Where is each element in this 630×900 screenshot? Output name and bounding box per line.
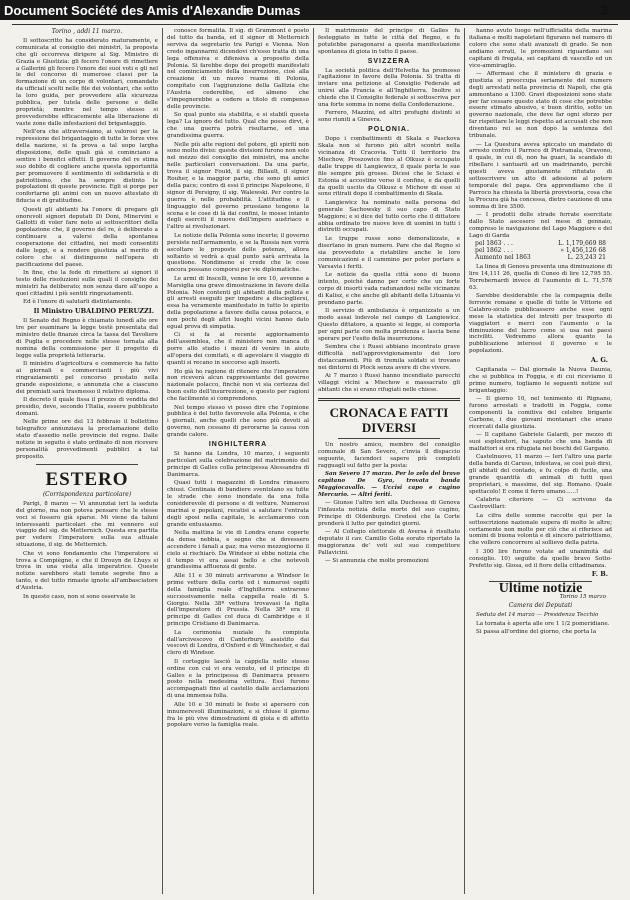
paragraph: Ho già ho ragione di ritenere che l'imperatore non riceverà alcun rappresentante del governo nazionale polacco, finchè non vi sia certezza del buon esito dell'insurrezione, e questo per ragioni che facilmente si comprendono.: [167, 368, 309, 403]
paragraph: Parigi, 8 marzo — Vi annunziai ieri la seduta del giorno, ma non poteva pensare che le stesse voci si fossero già sparse. Mi viene da taluni interessanti particolari che mi vennero sul viaggio del sig. de Metternich. Questa era partita per vedere l'imperatore sulla sua attuale situazione, il sig. de Metternich.: [16, 500, 158, 549]
paragraph: In fine, che la fede di rimettere ai signori il testo delle risoluzioni sulle quali il consiglio dei ministri ha deliberato; non senza dare all'uopo a quei cittadini i più sentiti ringraziamenti.: [16, 270, 158, 298]
paragraph: — Il giorno 10, nel tenimento di Rignano, furono arrestati e tradotti in Foggia, come componenti la comitiva del celebre brigante Carbone, i due giovani montanari che erano ricercati dalla giustizia.: [469, 396, 612, 430]
paragraph: hanno avuto luogo nell'ufficialità della marina italiana e molti napoletani figurano nel numero di coloro che sono stati avanzati di grado. Se non andiamo errati, le promozioni riguardano sei capitani di fregata, sei capitani di vascello ed un vice-ammiraglio.: [469, 28, 612, 69]
section-divider: [318, 398, 460, 401]
section-heading-ultime-notizie: Ultime notizie: [498, 581, 583, 597]
paragraph: Alle 11 e 30 minuti arrivarono a Windsor le prime vetture della corte ed i numerosi ospiti della famiglia reale d'Inghilterra entrarono successivamente nella cappella reale di S. Giorgio. Nella 38ª vettura trovavasi la figlia dell'imperatore di Prussia. Nella 38ª era il principe di Galles col duca di Cambridge e il principe Cristiano di Danimarca.: [167, 572, 309, 628]
archive-title: Document Société des Amis d'Alexandr: [4, 2, 249, 18]
paragraph: Alle 10 e 30 minuti le feste si apersero con innumerevoli illuminazioni, e si chiuse il giorno fra le più vive dimostrazioni di gioia e di affetto popolare verso la famiglia reale.: [167, 701, 309, 729]
newspaper-columns: [12, 28, 618, 894]
paragraph: Ai 7 marzo i Russi hanno incendiato parecchi villaggi vicini a Miechow e massacrato gli abitanti che si erano rifugiati nelle chiese.: [318, 373, 460, 393]
paragraph: So qual punto sia stabilita, e si stabilì questa lega? La ignoro del tutto. Qual che posso dirvi, è che una guerra potrà risultarne, ed una grandissima guerra.: [167, 112, 309, 140]
revenue-label: pel 1863 . . .: [475, 240, 513, 248]
paragraph: — I prodotti delle strade ferrate esercitate dallo Stato ascesero nel mese di gennaio, compreso le navigazione del Lago Maggiore e del Lago di Garda: [469, 212, 612, 239]
minister-signature: Il Ministro UBALDINO PERUZZI.: [33, 307, 154, 316]
paragraph: Il sottoscritto ha considerato maturamente, e comunicata al consiglio dei ministri, la proposta che gli occorreva dirigere al Sig. Ministro di Grazia e Giustizia: gli fecero l'onore di rimettere a Gallerini gli fecero l'onore dei suoi voti e gli nel le del concorso di numerose classi per la formazione di un corpo di volontari, comandato da ufficiali scelti nelle file dei volontari, che sotto la loro guida, per provvedere alla sicurezza pubblica, per tutela delle persone e delle proprietà; mentre nel tempo stesso si provvederebbe efficacemente alla liberazione di vaste zone dalle infestazioni del brigantaggio.: [16, 37, 158, 127]
paragraph: Dopo i combattimenti di Skala e Pasckova Skala non si furono più altri scontri nella vicinanza di Cracovia. Tutti il territorio fra Miechow, Proszowice fino al Olkusz è occupato dalle truppe di Langiewicz, il quale porta le sue file sempre più grosse. Dicesi che le Sciaxi e Estonia si accostino verso il confine, e da quelli da quelli uscito da Olkusz e Michow di esse si sono ritirati dopo il combattimento di Skala.: [318, 136, 460, 198]
paragraph: Le truppe russe sono demoralizzate, e disertano in gran numero. Pare che dal Regno si sia provveduto a ristabilire anche le loro comunicazioni e il cammino per poter portare a Varsavia i feriti.: [318, 235, 460, 270]
section-heading-svizzera: SVIZZERA: [367, 57, 411, 65]
paragraph: San Severo 17 marzo. Per lo zelo del bravo capitano De Gyra, trovata banda Maggiocavallo. — Uccisi capo e cugino Mercurio. — Altri feriti.: [318, 470, 460, 498]
paragraph: I 300 lire furono votate ad unanimità dal consiglio. 10) seguite da quelle bravo Sotto-Prefetto sig. Giosa, ed il fiore della cittadinanza.: [469, 548, 612, 569]
revenue-value: » 1,456,126 68: [560, 247, 606, 255]
paragraph: Ed è l'onore di salutarli distintamente.: [23, 299, 133, 306]
paragraph: — Al Collegio elettorale di Aversa è risultato deputato il cav. Camillo Golia eorato riportato la maggioranza de' voti sul suo competitore Pallavicini.: [318, 529, 460, 556]
paragraph: — La Questura aveva spiccato un mandato di arresto contro il Parroco di Pietramala, Oravono, il quale, in cui dì, non ha guari, la scandalo di ribellare i santuarii ad un madrinando, perchè questi aveva giustamente rifiutato di sottoscrivere un atto di adesione al potere temporale del papa. Ora apprendiamo che il Parroco ha chiesta la libertà provvisoria, cosa che la Procura già ha concessa, dietro cauzione di una somma di lire 3500.: [469, 141, 612, 210]
paragraph: Le armi di Inscelli, venne le ore 10, avvenne a Marsiglia una grave dimostrazione in favore della Polonia. Non contenti gli abitanti della polizia e gli arresti eseguiti per impedire a disciogliersi, essa ha veramente manifestato in tutto lo spirito della popolazione a favore della causa polacca, e non pochi degli altri luoghi vicini hanno dato egual prova di simpatia.: [167, 275, 309, 331]
paragraph: Calabria citeriore — Ci scrivono da Castrovillari:: [469, 497, 612, 511]
section-heading-estero: ESTERO: [45, 468, 129, 490]
paragraph: conosce formalità. Il sig. di Grammont è posto del tutto da banda, ed il signor di Metternich serviva da segretario tra Parigi e Vienna. Non credo ingannarmi dicendovi ch'esso tratta di una lega offensiva e difensiva a proposito della Polonia. Si farebbe dopo dei progetti manifestati nel cominciamento della insurrezione, cioè alla creazione di un nuovo reame di Polonia, compitato con l'aggiunzione della Gallizia che l'Austria cederebbe, ed almeno che s'impegnerebbe a cedere a titolo di compenso delle provincie.: [167, 28, 309, 110]
revenue-label: Aumento nel 1863: [475, 254, 531, 261]
paragraph: Capitanata — Dal giornale la Nuova Daunia, che si pubblica in Foggia, e di cui riceviamo il primo numero, togliamo le seguenti notizie sul brigantaggio:: [469, 367, 612, 394]
paragraph: Il decreto il quale fissa il prezzo di vendita del presidio, deve, secondo l'Italia, essere pubblicato domani.: [16, 397, 158, 418]
paragraph: Ferrero, Mazzini, ed altri profughi distinti si sono riuniti a Ginevra.: [318, 110, 460, 124]
section-heading-cronaca: CRONACA E FATTI DIVERSI: [329, 404, 449, 435]
paragraph: Sembra che i Russi abbiano incontrato grave difficoltà nell'approvvigionamento dei loro distaccamenti. Più di tremila soldati si trovano nei dintorni di Plock senza avere di che vivere.: [318, 343, 460, 371]
paragraph: Questi gli abitanti ha l'onore di pregare gli onorevoli signori deputati Di Doni, Minervini e Gallotti di voler fare noto ai sottoscrittori della popolazione che, il governo del re, è deliberato a continuare a valersi della spontanea cooperazione dei cittadini, nei modi consentiti dalle leggi, e a rendere giustizia al merito di coloro che si distinguono nell'opera di pacificazione del paese.: [16, 206, 158, 268]
paragraph: Nella mattina le vie di Londra erano coperte da densa nebbia, e segno che si dovessero accendere i fanali a gaz; ma verso mezzogiorno il cielo si rischiarò. Da Windsor si ebbe notizia che il tempo vi era assai bello e che notevoli grandissima affluenza di gente.: [167, 529, 309, 571]
page-number: 3: [600, 2, 608, 18]
paragraph: La società politica dell'Helvetia ha promosso l'agitazione in favore della Polonia. Si tratta di inviare una petizione al Consiglio Federale ad unirsi alla Francia e all'Inghilterra. Inoltre si chiede che il Consiglio federale si sottoscriva per una forte somma in nome della Confederazione.: [318, 67, 460, 109]
paragraph: Il servizio di ambulanza è organizzato a un modo assai lodevole nel campo di Langiewicz. Questo dittatore, a quanto si legge, si comporta per ogni parte con molta prudenza e lascia bene sperare per l'esito della insurrezione.: [318, 307, 460, 342]
paragraph: Si passa all'ordine del giorno, che porta la: [476, 628, 597, 635]
dateline: Torino , addì 11 marzo.: [51, 28, 123, 35]
correspondence-subheading: (Corrispondenza particolare): [42, 490, 132, 498]
paragraph: — Affermasi che il ministero di grazia e giustizia si preoccupa seriamente del numero degli arrestati nella provincia di Napoli, che già ammontano a 1300. Gravi disposizioni sono state per far cessare questo stato di cose che potrebbe essere stimato abusivo, e buon diritto, sotto un governo nazionale, che deve far ogni sforzo per far rispettare le leggi rispetto ad accusati che non diventano rei se non dopo la sentenza del tribunale.: [469, 70, 612, 140]
paragraph: Quasi tutti i magazzini di Londra rimasero chiusi. Centinaia di bandiere sventolano su tutte le strade che sono inondate da una folla considerevole di persone e di vetture. Numerosi marinai e popolani, recatisi a salutare l'entrata degli sposi nella capitale, le acclamarono con grande entusiasmo.: [167, 480, 309, 528]
paragraph: Le notizie da quella città sono di buono intento, poichè danno per certo che un forte corpo di insorti vada radunandosi nelle vicinanze di Kalisz, e che anche gli abitanti della Lituania vi prendano parte.: [318, 271, 460, 306]
paragraph: Il Senato del Regno è chiamato lunedì alle ore tre per esaminare la legge testè presentata dal ministro delle finanze circa la tassa del Tavoliere di Puglia e procedere nelle stesse tornata alla nomina della commissione per il progetto di legge sulla proprietà letteraria.: [16, 318, 158, 359]
session-line: Seduta del 14 marzo — Presidenza Tecchio: [476, 612, 599, 619]
newspaper-masthead: ie Dumas: [242, 2, 301, 18]
dateline: Torino 15 marzo: [559, 594, 606, 601]
revenue-label: pel 1862 . . .: [475, 247, 513, 255]
paragraph: — Il capitano Gabriele Galardi, per mezzo di suoi esploratori, ha saputo che una banda di malfattori si era rifugiata nei boschi del Gargano.: [469, 432, 612, 453]
paragraph: La linea di Genova presenta una diminuzione di lire 14,111 26, quella di Cuneo di lire 12,795 55. Torrebernardi invece di l'aumento di L. 71,578 63.: [469, 263, 612, 291]
section-heading-polonia: POLONIA.: [368, 126, 410, 134]
paragraph: — Giunse l'altro ieri alla Duchessa di Genova l'infausta notizia della morte del suo cugino, Principe di Oldenburgo. Credesi che la Corte prenderà il lutto per quindici giorni.: [318, 500, 460, 527]
column-3: [314, 28, 465, 894]
paragraph: Un nostro amico, membro del consiglio comunale di San Severo, c'invia il dispaccio seguente, facendoci sapere più completi ragguagli sul fatto per la posta:: [318, 441, 460, 469]
chamber-heading: Camera dei Deputati: [508, 602, 573, 610]
paragraph: Le notizie della Polonia sono incerte; il governo persiste nell'armamento, e se la Russia non vorrà ascoltare le proposte delle potenze, allora soltanto si vedrà a qual punto sarà arrivata la questione. Nondimeno si crede che le cose ancora possano comporsi per vie diplomatiche.: [167, 232, 309, 274]
paragraph: Castelnuovo, 11 marzo — Ieri l'altro una parte della banda di Caruso, infestava, se così può dirsi, gli abitati del contado, e fu colpo di fucile, una grande quantità di animali di tutti quei proprietari, e massime, del sig. Romano. Quale spettacolo! E come il ferro umano......!: [469, 454, 612, 495]
section-divider: [36, 464, 138, 465]
revenue-row-increase: [469, 255, 612, 262]
column-2: [163, 28, 314, 894]
paragraph: Il ministro d'agricoltura e commercio ha fatto ai giornali e commercianti i più vivi ringraziamenti pel concorso prestato nella grande esposizione, e annunzia che a ciascuno dei premiati sarà trasmesso il relativo diploma.: [16, 361, 158, 395]
revenue-value: L. 1,179,669 88: [558, 240, 606, 248]
paragraph: La tornata è aperta alle ore 1 1/2 pomeridiane.: [476, 620, 610, 627]
paragraph: Il matrimonio del principe di Galles fu festeggiato in tutte le città del Regno, e fu potutebbe paragonarsi a questa manifestazione spontanea di gioia in tutto il paese.: [318, 28, 460, 55]
section-heading-inghilterra: INGHILTERRA: [208, 441, 268, 449]
paragraph: Che vi sono fondamento che l'imperatore si trova a Compiègne, e che il Drouyn de Lhuys si trova in una visita alla imperatrice. Queste notizie sarebbero stati tenute segrete fino a tanto, e del tutto rimaste ignote all'ambasciatore d'Austria.: [16, 550, 158, 592]
author-signature: F. B.: [591, 570, 608, 579]
paragraph: Nel tempo stesso vi posso dire che l'opinione pubblica è del tutto favorevole alla Polonia, e che i giornali, anche quelli che sono più devoti al governo, non cessano di perorarne la causa con grande calore.: [167, 404, 309, 439]
author-signature: A. G.: [590, 356, 608, 365]
paragraph: Si hanno da Londra, 10 marzo, i seguenti particolari sulla celebrazione del matrimonio del principe di Galles colla principessa Alessandra di Danimarca.: [167, 450, 309, 478]
revenue-value: L. 23,243 21: [567, 254, 606, 261]
paragraph: Langiewicz ha nominato nella persona del generale Sachowsky il suo capo di Stato Maggiore; e si dice del tutto certo che il dittatore abbia ordinato tre nuove leve di uomini in tutti i distretti occupati.: [318, 199, 460, 234]
top-rule: [12, 24, 618, 25]
paragraph: Nell'ora che attraversiamo, ai valorosi per la repressione del brigantaggio di tutte le forze vive della nazione, si fa prova a tal uopo largha disposizione, delle quali già si cominciano a sentire i benefici effetti. Il governo del re stima suo debito di cogliere anche questa opportunità per promuovere il sentimento di solidarietà e di patriottismo, che ha sempre distinto le popolazioni di queste provincie. Egli si porge per confortarne gli animi con un nuovo attestato di fiducia e di gratitudine.: [16, 129, 158, 205]
paragraph: In questo caso, non si sono osservate le: [23, 593, 136, 600]
paragraph: Nelle prime ore del 13 febbraio il bollettino telegrafico annunziava la proclamazione dello stato d'assedio nelle provincie del regno. Dalle notizie in seguito è stato ordinato di non ricevere personalità provvedimenti pubblici a tal proposito.: [16, 419, 158, 460]
paragraph: — Si annunzia che molte promozioni: [325, 558, 429, 565]
paragraph: Sarebbe desiderabile che la compagnia delle ferrovie romane e quelle di tutte le Vittorie ed Calabro-sicule pubblicassero anche esse ogni mese la statistica dei introiti per trasporto di viaggiatori e merci con l'aumento o la diminuzione del lucro come si usa nei paesi inciviliti. Vedremmo allora quanto la pubblicazione interessi il governo e le popolazioni.: [469, 293, 612, 355]
paragraph: Ci si fa ai recente aggiornamento dell'assemblea, che il ministero non manca di porre allo studio i mezzi di venire in aiuto all'opera dei comitati, e di agevolare il viaggio di quanti si recano in soccorso agli insorti.: [167, 332, 309, 367]
section-divider: [338, 438, 440, 439]
archive-header-bar: [0, 0, 630, 20]
paragraph: La cifra delle somme raccolte qui per la sottoscrizione nazionale supera di molto le altre; certamente non molte per ciò che si riferisce ad uomini di buona volontà e di sincero patriottismo, che vollero concorrere al sollievo della patria.: [469, 512, 612, 547]
paragraph: Il corteggio lasciò la cappella nello stesso ordine con cui vi era venuto, ed il principe di Galles e la principessa di Danimarca presero posto nella medesima vettura. Essi furono accompagnati fino al castello dalle acclamazioni di una immensa folla.: [167, 658, 309, 700]
column-1: [12, 28, 163, 894]
paragraph: Nelle più alte regioni del potere, gli spiriti non sono molto divisi: queste divisioni furono non solo nel mezzo del consiglio dei ministri, ma anche nelle particolari conversazioni. Da una parte, trova il signor Fould, il sig. Billault, il signor Rouher, e la maggior parte, che sono gli amici della pace; contro di essi il principe Napoleone, il signor di Persigny, il sig. Walewski. Per contro la guerra è nelle probabilità. L'attitudine e il linguaggio del governo prussiano tengono la scena e le cose di là dai confini, le mosse intanto degli eserciti il nuovo dell'impero austriaco e l'altro ai rivoluzionari.: [167, 141, 309, 231]
paragraph: La cerimonia nuziale fu compiuta dall'arcivescovo di Canterbury, assistito dai vescovi di Londra, d'Oxford e di Winchester, e dal clero di Windsor.: [167, 629, 309, 657]
column-4: [465, 28, 616, 894]
